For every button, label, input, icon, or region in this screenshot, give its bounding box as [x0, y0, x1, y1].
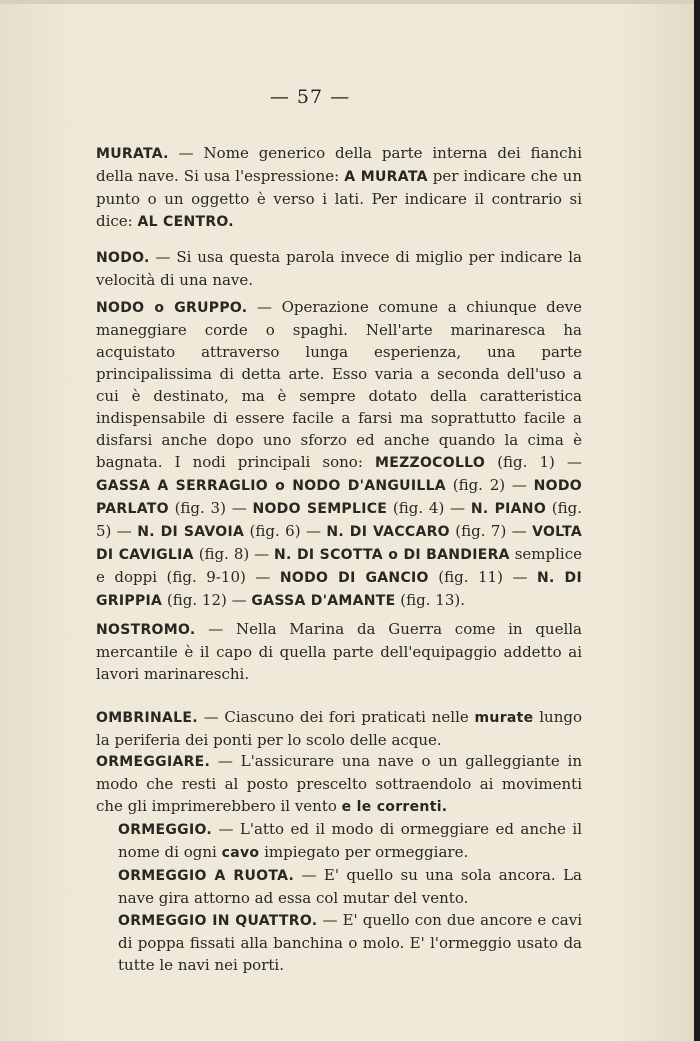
entry-term: OMBRINALE. — [96, 710, 198, 726]
entry-term: NODO o GRUPPO. — [96, 300, 248, 316]
entry-ormeggiare — [74, 750, 582, 976]
entry-text: lungo la periferia dei ponti per lo scolo delle acque. — [96, 708, 582, 749]
knot-name: N. DI GRIPPIA — [96, 570, 582, 609]
page-top-edge — [0, 0, 700, 4]
entry-term: ORMEGGIO A RUOTA. — [118, 868, 295, 884]
knot-name: MEZZOCOLLO — [374, 455, 486, 471]
entry-bold-term: murate — [474, 710, 534, 726]
knot-name: GASSA D'AMANTE — [251, 593, 396, 609]
knot-name: GASSA A SERRAGLIO o NODO D'ANGUILLA — [96, 478, 446, 494]
knot-name: N. DI SAVOIA — [137, 524, 245, 540]
subentry-ormeggio-ruota — [74, 864, 582, 909]
entry-murata — [74, 142, 582, 233]
knot-name: NODO SEMPLICE — [252, 501, 388, 517]
entry-text: — E' quello con due ancore e cavi di poppa fissati alla banchina o molo. E' l'ormeggio usato da tutte le navi nei porti. — [118, 911, 582, 974]
knot-name: VOLTA DI CAVIGLIA — [96, 524, 582, 563]
entry-text: — L'atto ed il modo di ormeggiare ed anche il nome di ogni — [118, 820, 582, 861]
entry-nodo-gruppo — [74, 296, 582, 612]
figure-ref: (fig. 13). — [395, 591, 466, 609]
entry-text: — Nella Marina da Guerra come in quella mercantile è il capo di quella parte dell'equipaggio addetto ai lavori marinareschi. — [96, 620, 582, 683]
figure-ref: (fig. 7) — — [449, 522, 533, 540]
figure-ref: (fig. 2) — — [445, 476, 534, 494]
knot-name: NODO PARLATO — [96, 478, 582, 517]
entry-text: — Nome generico della parte interna dei fianchi della nave. Si usa l'espressione: — [96, 144, 582, 185]
entry-term: ORMEGGIO IN QUATTRO. — [118, 913, 318, 929]
entry-text: — L'assicurare una nave o un galleggiante in modo che resti al posto prescelto sottraendolo ai movimenti che gli imprimerebbero il vento — [96, 752, 582, 815]
entry-text: impiegato per ormeggiare. — [259, 843, 469, 861]
knot-name: N. DI VACCARO — [326, 524, 450, 540]
figure-ref: semplice e doppi (fig. 9-10) — — [96, 545, 582, 586]
knot-name: N. PIANO — [470, 501, 547, 517]
entry-text: — Ciascuno dei fori praticati nelle — [197, 708, 475, 726]
figure-ref: (fig. 1) — — [485, 453, 582, 471]
entry-bold-term: AL CENTRO. — [137, 214, 234, 230]
subentry-ormeggio-quattro — [74, 909, 582, 976]
figure-ref: (fig. 12) — — [162, 591, 252, 609]
entry-term: ORMEGGIO. — [118, 822, 212, 838]
entry-bold-term: cavo — [221, 845, 260, 861]
entry-term: NOSTROMO. — [96, 622, 196, 638]
entry-text: — E' quello su una sola ancora. La nave gira attorno ad essa col mutar del vento. — [118, 866, 582, 907]
entry-ombrinale — [74, 706, 582, 751]
entry-nodo — [74, 246, 582, 291]
figure-ref: (fig. 5) — — [96, 499, 583, 540]
knot-name: NODO DI GANCIO — [279, 570, 429, 586]
subentry-ormeggio — [74, 818, 582, 864]
figure-ref: (fig. 4) — — [387, 499, 471, 517]
figure-ref: (fig. 8) — — [193, 545, 275, 563]
entry-text: — Operazione comune a chiunque deve maneggiare corde o spaghi. Nell'arte marinaresca ha acquistato attraverso lunga esperienza, una parte principalissima di detta arte. Esso varia a seconda dell'uso a cui è destinato, ma è sempre dotato della caratteristica indispensabile di essere facile a farsi ma soprattutto facile a disfarsi anche dopo uno sforzo ed anche quando la cima è bagnata. I nodi principali sono: — [96, 298, 582, 471]
page-right-edge — [694, 0, 700, 1041]
figure-ref: (fig. 3) — — [168, 499, 253, 517]
figure-ref: (fig. 11) — — [428, 568, 537, 586]
entry-nostromo — [74, 618, 582, 685]
page-number: — 57 — — [269, 86, 351, 108]
entry-text: — Si usa questa parola invece di miglio per indicare la velocità di una nave. — [96, 248, 582, 289]
knot-name: N. DI SCOTTA o DI BANDIERA — [274, 547, 510, 563]
entry-text: per indicare che un punto o un oggetto è verso i lati. Per indicare il contrario si dice: — [96, 167, 582, 230]
entry-term: ORMEGGIARE. — [96, 754, 211, 770]
entry-bold-term: e le correnti. — [341, 799, 448, 815]
entry-term: MURATA. — [96, 146, 169, 162]
entry-bold-term: A MURATA — [344, 169, 428, 185]
figure-ref: (fig. 6) — — [244, 522, 327, 540]
entry-term: NODO. — [96, 250, 150, 266]
